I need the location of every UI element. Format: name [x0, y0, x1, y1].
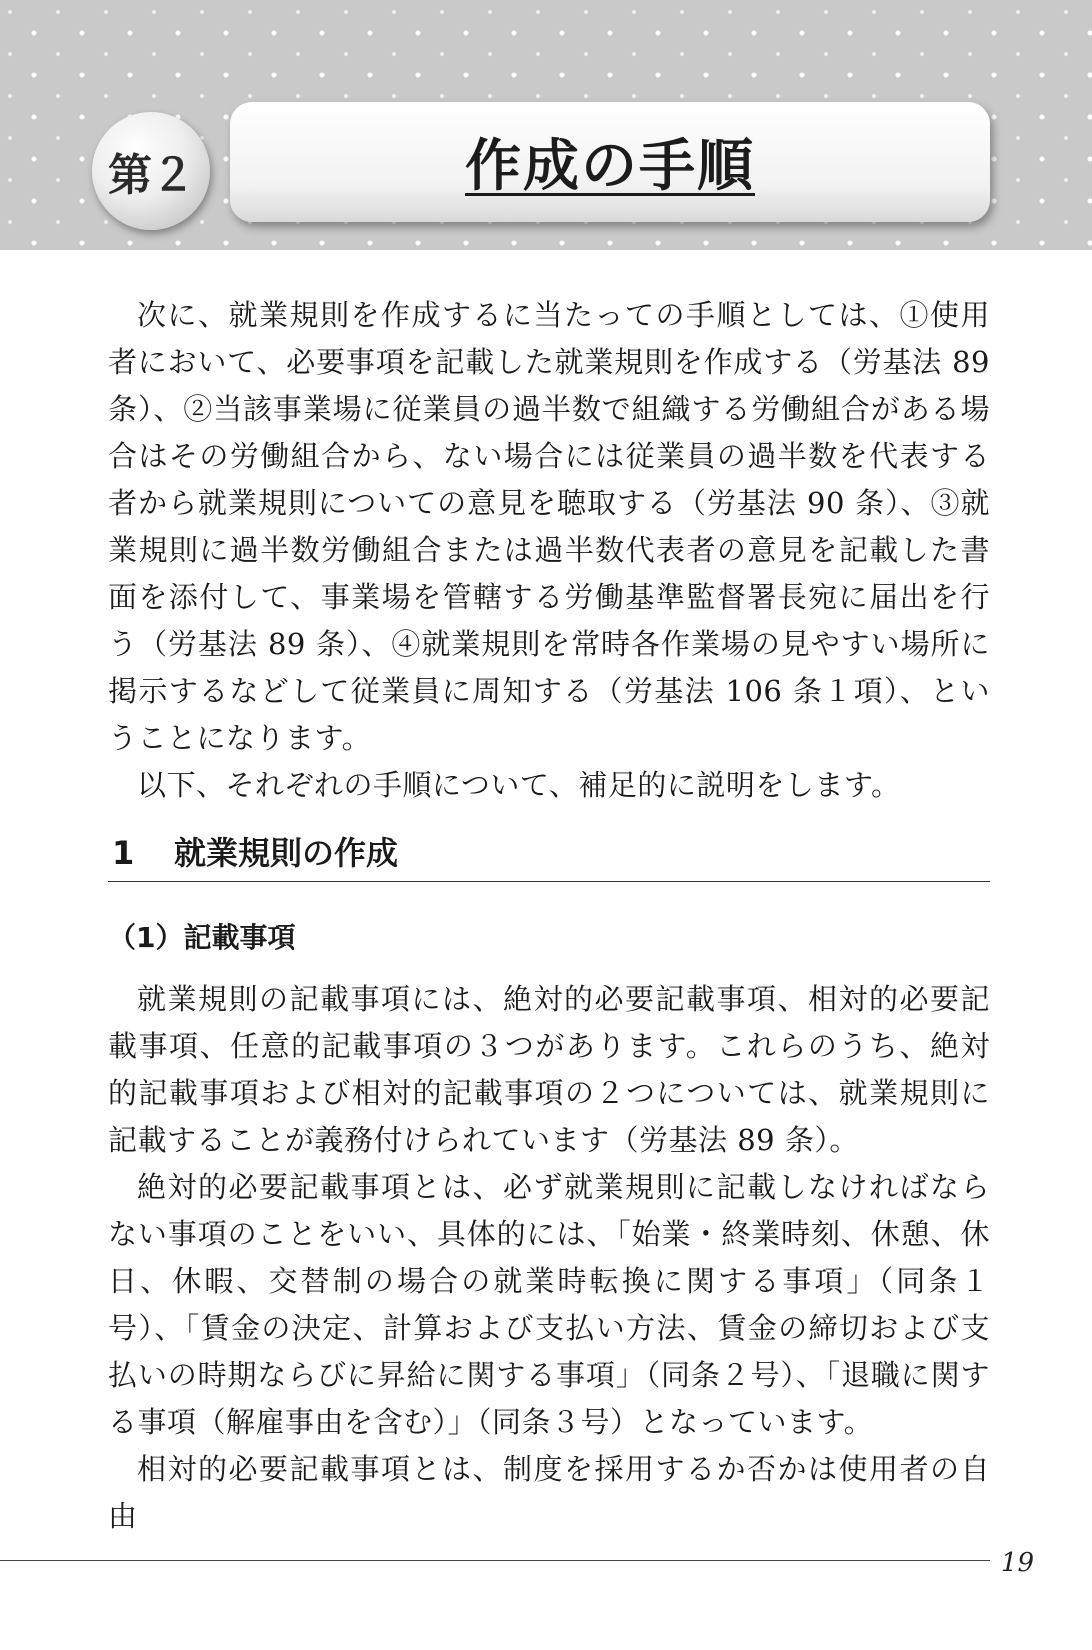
subsection-heading: （1）記載事項 — [108, 921, 296, 954]
intro-paragraph-1: 次に、就業規則を作成するに当たっての手順としては、①使用者において、必要事項を記載した就業規則を作成する（労基法 89 条）、②当該事業場に従業員の過半数で組織する労働組合がある場合はその労働組合から、ない場合には従業員の過半数を代表する者から就業規則についての意見を聴取する（労基法 90 条）、③就業規則に過半数労働組合または過半数代表者の意見を記載した書面を添付して、事業場を管轄する労働基準監督署長宛に届出を行う（労基法 89 条）、④就業規則を常時各作業場の見やすい場所に掲示するなどして従業員に周知する（労基法 106 条１項）、ということになります。 — [108, 298, 990, 755]
section-title: 就業規則の作成 — [174, 834, 399, 872]
page-number: 19 — [1000, 1548, 1034, 1578]
chapter-title: 作成の手順 — [465, 134, 755, 199]
body-paragraph-2: 絶対的必要記載事項とは、必ず就業規則に記載しなければならない事項のことをいい、具体的には、「始業・終業時刻、休憩、休日、休暇、交替制の場合の就業時転換に関する事項」（同条１号）、「賃金の決定、計算および支払い方法、賃金の締切および支払いの時期ならびに昇給に関する事項」（同条２号）、「退職に関する事項（解雇事由を含む）」（同条３号）となっています。 — [108, 1170, 990, 1439]
section-number: 1 — [112, 834, 135, 872]
section-heading — [108, 831, 990, 882]
page-content — [108, 292, 990, 1540]
footer-rule — [0, 1560, 990, 1561]
body-paragraph-3: 相対的必要記載事項とは、制度を採用するか否かは使用者の自由 — [108, 1452, 990, 1533]
chapter-label: 第２ — [108, 150, 194, 201]
chapter-header-band — [0, 0, 1092, 250]
chapter-title-panel — [230, 102, 990, 222]
intro-paragraph-2: 以下、それぞれの手順について、補足的に説明をします。 — [137, 768, 901, 802]
body-paragraph-1: 就業規則の記載事項には、絶対的必要記載事項、相対的必要記載事項、任意的記載事項の３つがあります。これらのうち、絶対的記載事項および相対的記載事項の２つについては、就業規則に記載することが義務付けられています（労基法 89 条）。 — [108, 982, 990, 1157]
chapter-badge — [92, 112, 210, 230]
